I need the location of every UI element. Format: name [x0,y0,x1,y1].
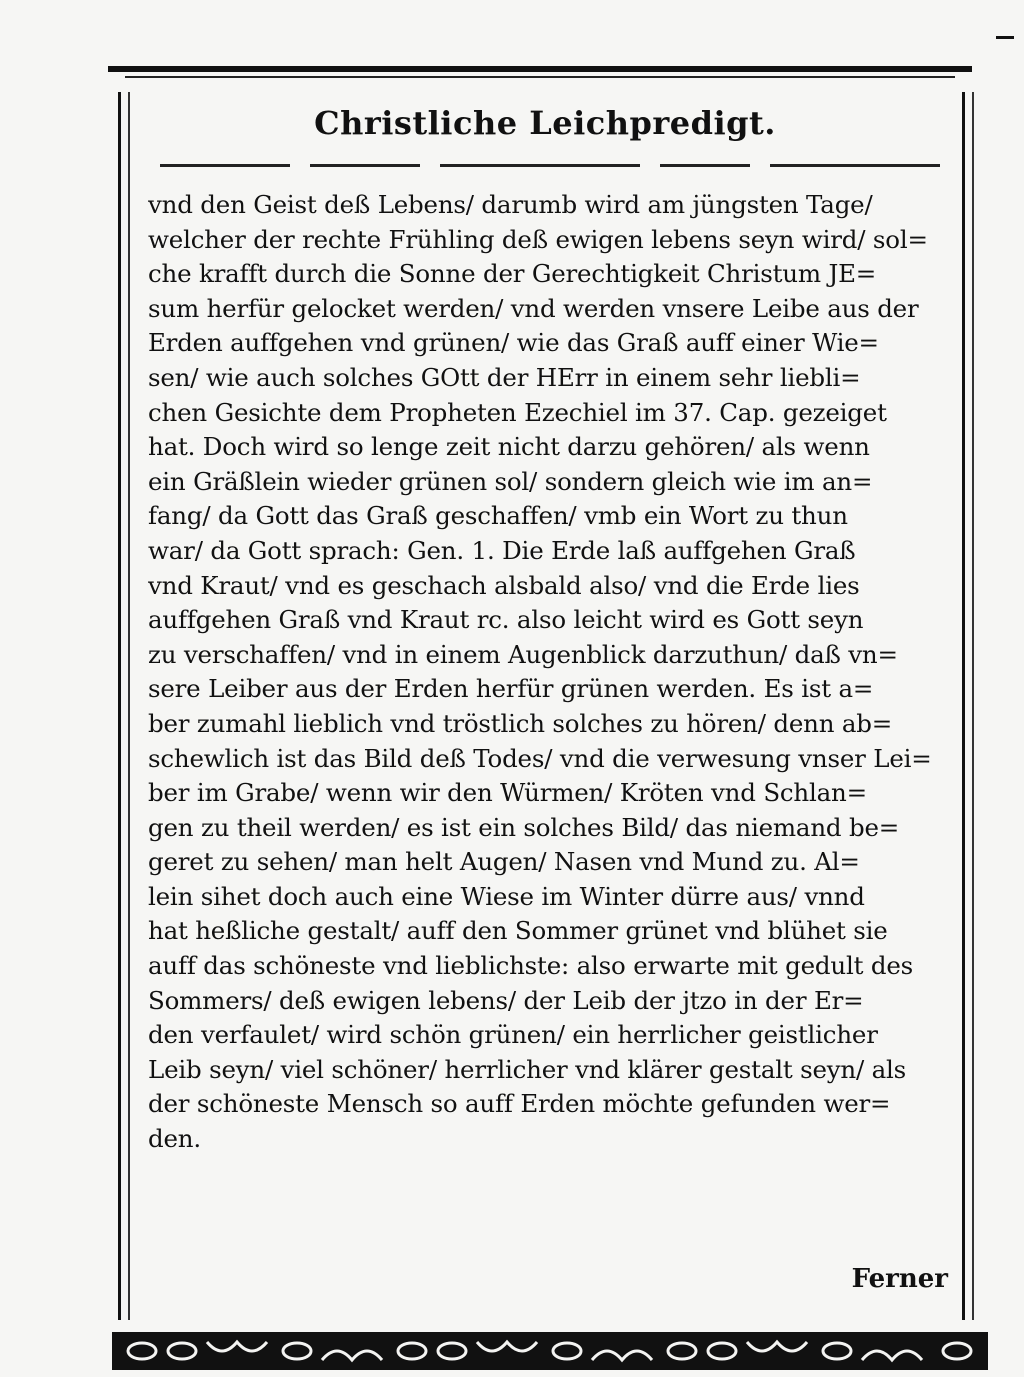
corner-mark [996,36,1014,39]
text-line: che krafft durch die Sonne der Gerechtigkeit Christum JE= [148,259,877,289]
text-line: ein Gräßlein wieder grünen sol/ sondern gleich wie im an= [148,466,873,496]
text-line: geret zu sehen/ man helt Augen/ Nasen vnd Mund zu. Al= [148,847,860,877]
text-line: der schöneste Mensch so auff Erden möchte gefunden wer= [148,1089,891,1119]
text-line: hat. Doch wird so lenge zeit nicht darzu gehören/ als wenn [148,432,870,462]
running-head: Christliche Leichpredigt. [314,104,776,142]
text-line: sere Leiber aus der Erden herfür grünen werden. Es ist a= [148,674,874,704]
text-line: vnd den Geist deß Lebens/ darumb wird am jüngsten Tage/ [148,190,873,219]
left-border-rule-inner [128,92,130,1320]
text-line: sum herfür gelocket werden/ vnd werden vnsere Leibe aus der [148,293,919,323]
text-line: ber zumahl lieblich vnd tröstlich solches zu hören/ denn ab= [148,708,893,738]
text-line: ber im Grabe/ wenn wir den Würmen/ Kröten vnd Schlan= [148,778,867,808]
text-line: schewlich ist das Bild deß Todes/ vnd die verwesung vnser Lei= [148,743,932,773]
top-border-rule-inner [125,76,955,78]
text-line: den. [148,1124,201,1154]
catchword: Ferner [851,1264,948,1294]
top-border-rule [108,66,972,72]
text-line: lein sihet doch auch eine Wiese im Winter dürre aus/ vnnd [148,881,865,911]
text-line: auffgehen Graß vnd Kraut rc. also leicht wird es Gott seyn [148,605,864,635]
bottom-ornament-border [112,1330,988,1372]
text-line: den verfaulet/ wird schön grünen/ ein herrlicher geistlicher [148,1020,878,1050]
text-line: hat heßliche gestalt/ auff den Sommer grünet vnd blühet sie [148,916,888,946]
text-line: gen zu theil werden/ es ist ein solches Bild/ das niemand be= [148,812,900,842]
text-line: Erden auffgehen vnd grünen/ wie das Graß auff einer Wie= [148,328,879,358]
text-line: war/ da Gott sprach: Gen. 1. Die Erde laß auffgehen Graß [148,535,856,565]
right-border-rule [962,92,965,1320]
text-line: chen Gesichte dem Propheten Ezechiel im 37. Cap. gezeiget [148,397,887,427]
text-line: zu verschaffen/ vnd in einem Augenblick darzuthun/ daß vn= [148,639,898,669]
text-line: Sommers/ deß ewigen lebens/ der Leib der jtzo in der Er= [148,985,864,1015]
text-line: vnd Kraut/ vnd es geschach alsbald also/ vnd die Erde lies [148,570,860,600]
text-line: auff das schöneste vnd lieblichste: also erwarte mit gedult des [148,951,914,981]
right-border-rule-inner [972,92,974,1320]
text-line: fang/ da Gott das Graß geschaffen/ vmb ein Wort zu thun [148,501,848,531]
text-line: sen/ wie auch solches GOtt der HErr in einem sehr liebli= [148,362,861,392]
left-border-rule [118,92,121,1320]
text-line: Leib seyn/ viel schöner/ herrlicher vnd klärer gestalt seyn/ als [148,1054,907,1084]
body-text [148,188,956,1157]
head-divider [150,164,950,168]
text-line: welcher der rechte Frühling deß ewigen lebens seyn wird/ sol= [148,224,928,254]
